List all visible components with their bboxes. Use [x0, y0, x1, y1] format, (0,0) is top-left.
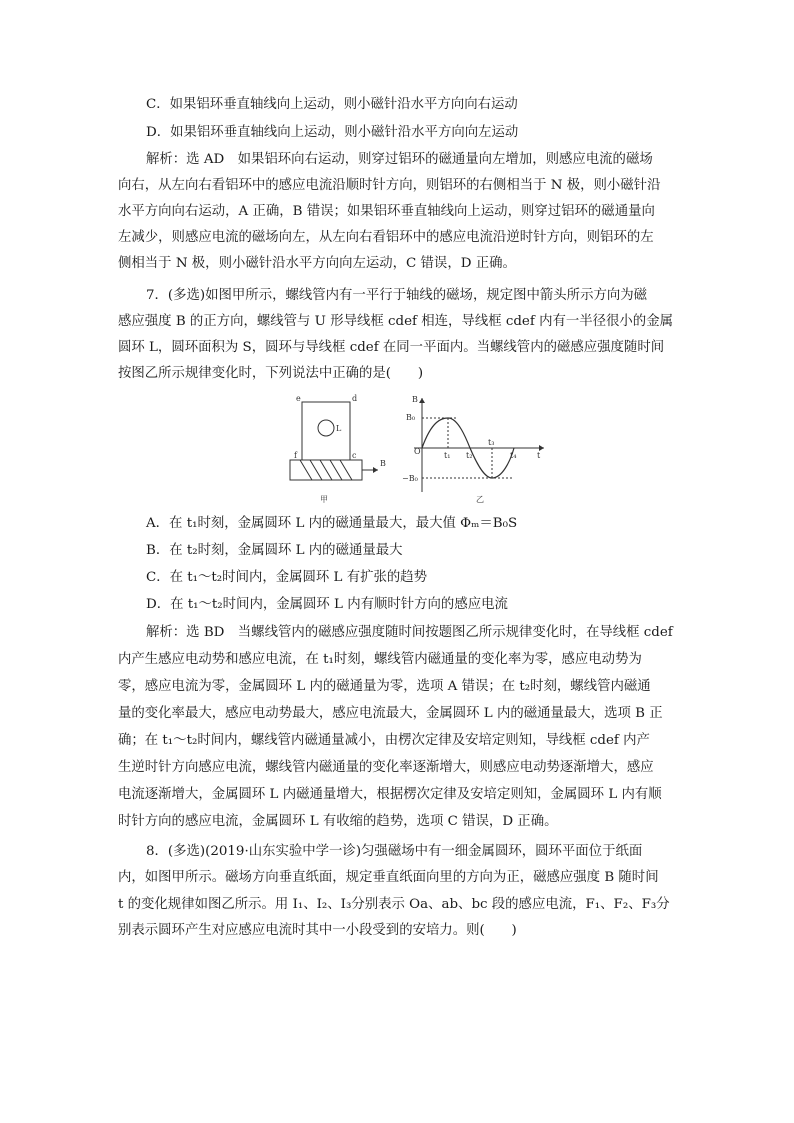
metal-ring-L	[318, 420, 334, 436]
label-O: O	[414, 447, 421, 456]
label-negB0: −B₀	[402, 474, 418, 483]
q6-answer-line-1: 解析：选 AD 如果铝环向右运动，则穿过铝环的磁通量向左增加，则感应电流的磁场	[146, 152, 653, 167]
label-c: c	[352, 451, 357, 460]
q6-answer-line-4: 左减少，则感应电流的磁场向左，从左向右看铝环中的感应电流沿逆时针方向，则铝环的左	[118, 230, 654, 245]
q7-option-b: B．在 t₂时刻，金属圆环 L 内的磁通量最大	[146, 543, 403, 558]
q6-option-d: D．如果铝环垂直轴线向上运动，则小磁针沿水平方向向左运动	[146, 125, 519, 140]
q7-answer-line-5: 确；在 t₁～t₂时间内，螺线管内磁通量减小，由楞次定律及安培定则知，导线框 cdef 内产	[118, 733, 650, 748]
label-B-axis: B	[412, 395, 418, 404]
q7-option-d: D．在 t₁～t₂时间内，金属圆环 L 内有顺时针方向的感应电流	[146, 597, 508, 612]
q6-answer-line-5: 侧相当于 N 极，则小磁针沿水平方向向左运动，C 错误，D 正确。	[118, 256, 516, 271]
label-t2: t₂	[466, 451, 473, 460]
q7-answer-line-7: 电流逐渐增大，金属圆环 L 内磁通量增大，根据楞次定律及安培定则知，金属圆环 L 内有顺	[118, 787, 662, 802]
label-L: L	[336, 424, 342, 433]
q6-option-c: C．如果铝环垂直轴线向上运动，则小磁针沿水平方向向右运动	[146, 97, 518, 112]
q6-answer-line-2: 向右，从左向右看铝环中的感应电流沿顺时针方向，则铝环的右侧相当于 N 极，则小磁针沿	[118, 178, 661, 193]
q7-answer-line-6: 生逆时针方向感应电流，螺线管内磁通量的变化率逐渐增大，则感应电动势逐渐增大，感应	[118, 760, 654, 775]
q7-stem-line-2: 感应强度 B 的正方向，螺线管与 U 形导线框 cdef 相连，导线框 cdef 内有一半径很小的金属	[118, 314, 673, 329]
q8-stem-line-1: 8．(多选)(2019·山东实验中学一诊)匀强磁场中有一细金属圆环，圆环平面位于纸面	[146, 844, 643, 859]
q7-option-a: A．在 t₁时刻，金属圆环 L 内的磁通量最大，最大值 Φₘ＝B₀S	[146, 516, 518, 531]
q7-answer-line-4: 量的变化率最大，感应电动势最大，感应电流最大，金属圆环 L 内的磁通量最大，选项 B 正	[118, 706, 663, 721]
q7-answer-line-2: 内产生感应电动势和感应电流，在 t₁时刻，螺线管内磁通量的变化率为零，感应电动势为	[118, 652, 642, 667]
q6-answer-line-3: 水平方向向右运动，A 正确，B 错误；如果铝环垂直轴线向上运动，则穿过铝环的磁通量向	[118, 204, 655, 219]
label-t4: t₄	[510, 451, 517, 460]
caption-jia: 甲	[320, 495, 328, 504]
q7-stem-line-3: 圆环 L，圆环面积为 S，圆环与导线框 cdef 在同一平面内。当螺线管内的磁感应强度随时间	[118, 340, 665, 355]
label-t3: t₃	[488, 438, 495, 447]
q7-stem-line-1: 7．(多选)如图甲所示，螺线管内有一平行于轴线的磁场，规定图中箭头所示方向为磁	[146, 288, 648, 303]
q7-answer-line-3: 零，感应电流为零，金属圆环 L 内的磁通量为零，选项 A 错误；在 t₂时刻，螺线管内磁通	[118, 679, 651, 694]
q8-stem-line-3: t 的变化规律如图乙所示。用 I₁、I₂、I₃分别表示 Oa、ab、bc 段的感应电流，F₁、F₂、F₃分	[118, 897, 670, 912]
q7-option-c: C．在 t₁～t₂时间内，金属圆环 L 有扩张的趋势	[146, 570, 428, 585]
u-frame	[302, 402, 350, 460]
q7-stem-line-4: 按图乙所示规律变化时，下列说法中正确的是( )	[118, 366, 424, 381]
label-d: d	[352, 394, 358, 403]
q7-answer-line-8: 时针方向的感应电流，金属圆环 L 有收缩的趋势，选项 C 错误，D 正确。	[118, 814, 558, 829]
label-e: e	[296, 394, 301, 403]
caption-yi: 乙	[476, 495, 484, 504]
solenoid-coils	[300, 460, 352, 480]
label-B-left: B	[380, 459, 386, 468]
q7-answer-line-1: 解析：选 BD 当螺线管内的磁感应强度随时间按题图乙所示规律变化时，在导线框 cdef	[146, 625, 673, 640]
label-B0: B₀	[406, 413, 416, 422]
label-t: t	[537, 451, 541, 460]
q8-stem-line-2: 内，如图甲所示。磁场方向垂直纸面，规定垂直纸面向里的方向为正，磁感应强度 B 随时间	[118, 870, 659, 885]
label-f: f	[294, 451, 297, 460]
q7-figure	[282, 392, 552, 512]
label-t1: t₁	[444, 451, 451, 460]
q8-stem-line-4: 别表示圆环产生对应感应电流时其中一小段受到的安培力。则( )	[118, 923, 517, 938]
